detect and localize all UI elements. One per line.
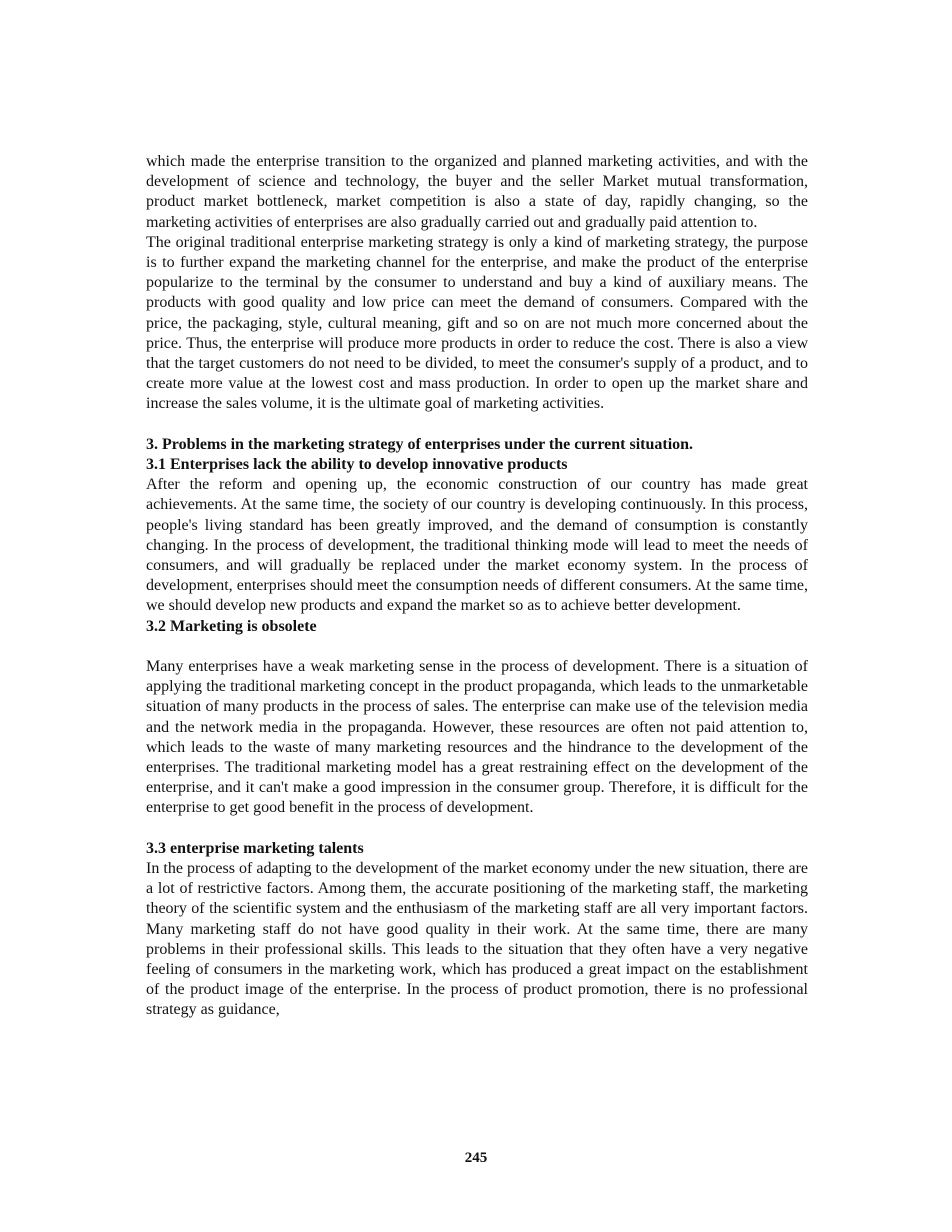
paragraph-traditional-strategy: The original traditional enterprise marketing strategy is only a kind of marketing strategy, the purpose is to further expand the marketing channel for the enterprise, and make the product of the enterprise popularize to the terminal by the consumer to understand and buy a kind of auxiliary means. The products with good quality and low price can meet the demand of consumers. Compared with the price, the packaging, style, cultural meaning, gift and so on are not much more concerned about the price. Thus, the enterprise will produce more products in order to reduce the cost. There is also a view that the target customers do not need to be divided, to meet the consumer's supply of a product, and to create more value at the lowest cost and mass production. In order to open up the market share and increase the sales volume, it is the ultimate goal of marketing activities. (146, 233, 808, 413)
spacer (146, 415, 808, 435)
paragraph-3-3: In the process of adapting to the development of the market economy under the new situation, there are a lot of restrictive factors. Among them, the accurate positioning of the marketing staff, the marketing theory of the scientific system and the enthusiasm of the marketing staff are all very important factors. Many marketing staff do not have good quality in their work. At the same time, there are many problems in their professional skills. This leads to the situation that they often have a very negative feeling of consumers in the marketing work, which has produced a great impact on the establishment of the product image of the enterprise. In the process of product promotion, there is no professional strategy as guidance, (146, 860, 808, 1019)
spacer (146, 819, 808, 839)
paragraph-3-1: After the reform and opening up, the economic construction of our country has made great achievements. At the same time, the society of our country is developing continuously. In this process, people's living standard has been greatly improved, and the demand of consumption is constantly changing. In the process of development, the traditional thinking mode will lead to meet the needs of consumers, and will gradually be replaced under the market economy system. In the process of development, enterprises should meet the consumption needs of different consumers. At the same time, we should develop new products and expand the market so as to achieve better development. (146, 476, 808, 615)
subsection-heading-3-1: 3.1 Enterprises lack the ability to develop innovative products (146, 456, 568, 474)
spacer (146, 637, 808, 657)
page-number: 245 (464, 1150, 488, 1166)
section-heading-3: 3. Problems in the marketing strategy of enterprises under the current situation. (146, 435, 694, 453)
paragraph-3-2: Many enterprises have a weak marketing sense in the process of development. There is a situation of applying the traditional marketing concept in the product propaganda, which leads to the unmarketable situation of many products in the process of sales. The enterprise can make use of the television media and the network media in the propaganda. However, these resources are often not paid attention to, which leads to the waste of many marketing resources and the hindrance to the development of the enterprises. The traditional marketing model has a great restraining effect on the development of the enterprise, and it can't make a good impression in the consumer group. Therefore, it is difficult for the enterprise to get good benefit in the process of development. (146, 658, 808, 817)
subsection-heading-3-3: 3.3 enterprise marketing talents (146, 839, 364, 857)
page-body (146, 152, 808, 1021)
paragraph-continuation: which made the enterprise transition to the organized and planned marketing activities, and with the development of science and technology, the buyer and the seller Market mutual transformation, product market bottleneck, market competition is also a state of day, rapidly changing, so the marketing activities of enterprises are also gradually carried out and gradually paid attention to. (146, 153, 808, 231)
subsection-heading-3-2: 3.2 Marketing is obsolete (146, 617, 317, 635)
